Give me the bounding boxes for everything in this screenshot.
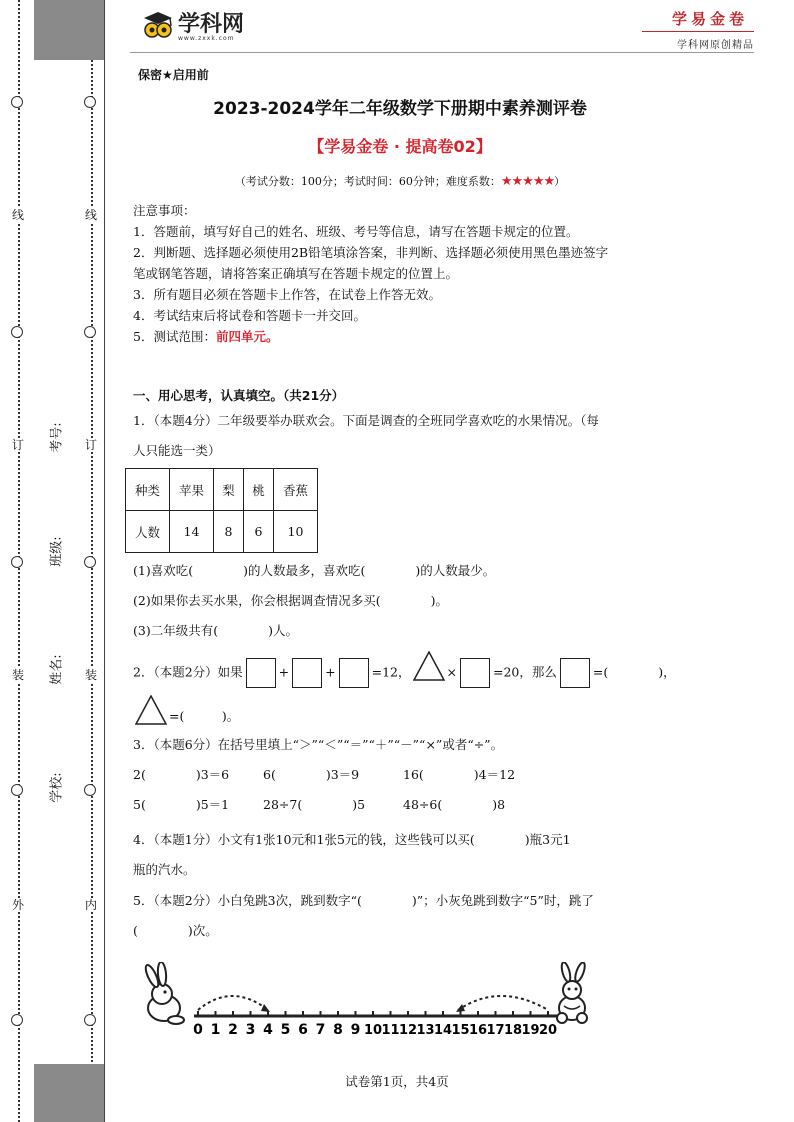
answer-blank-triangle: =( )。 (169, 708, 240, 724)
binding-char-xian: 线 (84, 208, 97, 222)
exam-meta-suffix: ） (554, 175, 566, 188)
notes-item: 2．判断题、选择题必须使用2B铅笔填涂答案，非判断、选择题必须使用黑色墨迹签字 (133, 245, 609, 260)
binding-char-wai: 外 (11, 898, 24, 912)
square-blank (246, 658, 276, 688)
number-line-label: 19 (521, 1023, 540, 1038)
table-cell: 苹果 (170, 469, 214, 511)
question-3-row1 (133, 760, 663, 790)
number-line-label: 0 (193, 1022, 203, 1038)
grey-rabbit-icon (557, 962, 587, 1023)
logo-owl-icon (140, 10, 176, 40)
notes-item: 4．考试结束后将试卷和答题卡一并交回。 (133, 308, 366, 323)
triangle-blank (413, 651, 445, 695)
number-line-label: 5 (280, 1022, 291, 1038)
brand-title: 学易金卷 (642, 8, 754, 32)
equals-20: =20，那么 (493, 664, 557, 680)
binding-circle (11, 1014, 23, 1026)
equation-blank: 2( )3＝6 (133, 767, 230, 782)
square-blank (460, 658, 490, 688)
number-line-label: 11 (381, 1023, 400, 1038)
equation-blank: 48÷6( )8 (403, 797, 506, 812)
question-5 (133, 886, 663, 946)
number-line-label: 13 (416, 1023, 435, 1038)
binding-char-zhuang: 装 (84, 668, 97, 682)
notes-item: 1．答题前，填写好自己的姓名、班级、考号等信息，请写在答题卡规定的位置。 (133, 224, 579, 239)
notes-item: 3．所有题目必须在答题卡上作答，在试卷上作答无效。 (133, 287, 441, 302)
square-blank (339, 658, 369, 688)
question-1 (133, 406, 663, 466)
table-cell: 6 (244, 511, 274, 553)
binding-outer-column (10, 0, 24, 1122)
number-line-label: 7 (315, 1022, 326, 1038)
brand-subtitle: 学科网原创精品 (677, 40, 754, 51)
jump-arc-right (458, 996, 548, 1010)
table-cell: 8 (214, 511, 244, 553)
table-row (126, 469, 318, 511)
question-1-line1: 1．（本题4分）二年级要举办联欢会。下面是调查的全班同学喜欢吃的水果情况。（每 (133, 413, 599, 428)
binding-circle (84, 326, 96, 338)
binding-inner-column (83, 0, 97, 1122)
table-cell: 桃 (244, 469, 274, 511)
question-5-line1: 5．（本题2分）小白兔跳3次，跳到数字“( )”；小灰兔跳到数字“5”时，跳了 (133, 893, 594, 908)
plus-sign: + (325, 664, 336, 680)
question-5-line2: ( )次。 (133, 923, 218, 938)
question-1-sub1: (1)喜欢吃( )的人数最多，喜欢吃( )的人数最少。 (133, 563, 496, 578)
jump-arc-left (198, 996, 268, 1010)
question-3-row2 (133, 790, 663, 820)
number-line-label: 3 (245, 1022, 256, 1038)
question-4-line1: 4．（本题1分）小文有1张10元和1张5元的钱，这些钱可以买( )瓶3元1 (133, 832, 571, 847)
equation-blank: 6( )3＝9 (263, 767, 360, 782)
school-label: 学校: (49, 772, 65, 803)
table-row (126, 511, 318, 553)
section-heading: 一、用心思考，认真填空。（共21分） (133, 388, 345, 403)
notes-block (133, 200, 673, 347)
binding-circle (84, 556, 96, 568)
number-line-label: 10 (363, 1023, 383, 1038)
number-line-label: 16 (468, 1023, 488, 1038)
confidential-label: 保密★启用前 (138, 68, 209, 82)
equation-blank: 5( )5＝1 (133, 797, 230, 812)
binding-circle (84, 1014, 96, 1026)
binding-char-xian: 线 (11, 208, 24, 222)
question-2-prefix: 2．（本题2分）如果 (133, 664, 243, 680)
number-line-label: 4 (263, 1022, 273, 1038)
equals-12: =12， (371, 664, 411, 680)
exam-meta-prefix: （考试分数：100分；考试时间：60分钟；难度系数： (234, 175, 501, 188)
question-1-subquestions (133, 556, 663, 646)
times-sign: × (446, 664, 457, 680)
number-line-label: 12 (398, 1023, 418, 1038)
plus-sign: + (278, 664, 290, 680)
logo-url: www.zxxk.com (178, 35, 235, 42)
number-line-figure (140, 962, 600, 1042)
equation-blank: 28÷7( )5 (263, 797, 366, 812)
table-cell: 梨 (214, 469, 244, 511)
question-4-line2: 瓶的汽水。 (133, 862, 196, 877)
notes-item-scope (133, 326, 673, 347)
square-blank (292, 658, 322, 688)
paper-subtitle: 【学易金卷 · 提高卷02】 (308, 137, 492, 156)
number-line-label: 14 (433, 1023, 453, 1038)
binding-circle (11, 96, 23, 108)
table-cell: 人数 (126, 511, 170, 553)
binding-circle (11, 326, 23, 338)
class-label: 班级: (49, 536, 65, 567)
binding-char-nei: 内 (84, 898, 97, 912)
question-1-sub3: (3)二年级共有( )人。 (133, 623, 298, 638)
equation-blank: 16( )4＝12 (403, 767, 516, 782)
table-cell: 种类 (126, 469, 170, 511)
binding-dotted-line-middle (104, 0, 105, 1122)
scope-value: 前四单元。 (215, 329, 279, 344)
number-line-label: 18 (503, 1023, 523, 1038)
number-line-label: 6 (298, 1022, 308, 1038)
question-3 (133, 730, 663, 820)
table-cell: 10 (274, 511, 318, 553)
difficulty-stars: ★★★★★ (500, 174, 555, 189)
question-2-line1 (133, 651, 676, 695)
answer-blank-square: =( )， (592, 664, 676, 680)
number-line-label: 20 (538, 1023, 558, 1038)
binding-circle (84, 784, 96, 796)
question-2 (133, 651, 676, 739)
fruit-survey-table (125, 468, 318, 553)
binding-circle (11, 784, 23, 796)
page-title: 2023-2024学年二年级数学下册期中素养测评卷 (213, 99, 587, 119)
logo-text: 学科网 (178, 12, 245, 37)
brand-block (642, 8, 754, 51)
logo (140, 10, 244, 40)
page-footer: 试卷第1页，共4页 (345, 1074, 449, 1089)
number-line-label: 9 (350, 1022, 361, 1038)
number-line-label: 8 (333, 1022, 343, 1038)
table-cell: 14 (170, 511, 214, 553)
white-rabbit-icon (143, 962, 184, 1024)
binding-char-zhuang: 装 (11, 668, 24, 682)
binding-char-ding: 订 (84, 438, 97, 452)
notes-item: 笔或钢笔答题，请将答案正确填写在答题卡规定的位置上。 (133, 266, 459, 281)
question-4 (133, 825, 663, 885)
number-line-svg (140, 962, 600, 1042)
binding-circle (11, 556, 23, 568)
question-1-sub2: (2)如果你去买水果，你会根据调查情况多买( )。 (133, 593, 448, 608)
exam-number-label: 考号: (49, 422, 65, 453)
question-3-line1: 3．（本题6分）在括号里填上“＞”“＜”“＝”“＋”“－”“×”或者“÷”。 (133, 737, 504, 752)
table-cell: 香蕉 (274, 469, 318, 511)
binding-circle (84, 96, 96, 108)
binding-char-ding: 订 (11, 438, 24, 452)
number-line-label: 17 (486, 1023, 505, 1038)
square-blank (560, 658, 590, 688)
question-1-line2: 人只能选一类） (133, 443, 221, 458)
number-line-label: 1 (210, 1022, 221, 1038)
header-divider (130, 52, 754, 53)
name-label: 姓名: (49, 654, 65, 685)
number-line-label: 2 (228, 1022, 238, 1038)
scope-prefix: 5．测试范围： (133, 329, 216, 344)
notes-heading: 注意事项： (133, 203, 196, 218)
number-line-label: 15 (451, 1023, 470, 1038)
exam-meta (130, 173, 670, 189)
